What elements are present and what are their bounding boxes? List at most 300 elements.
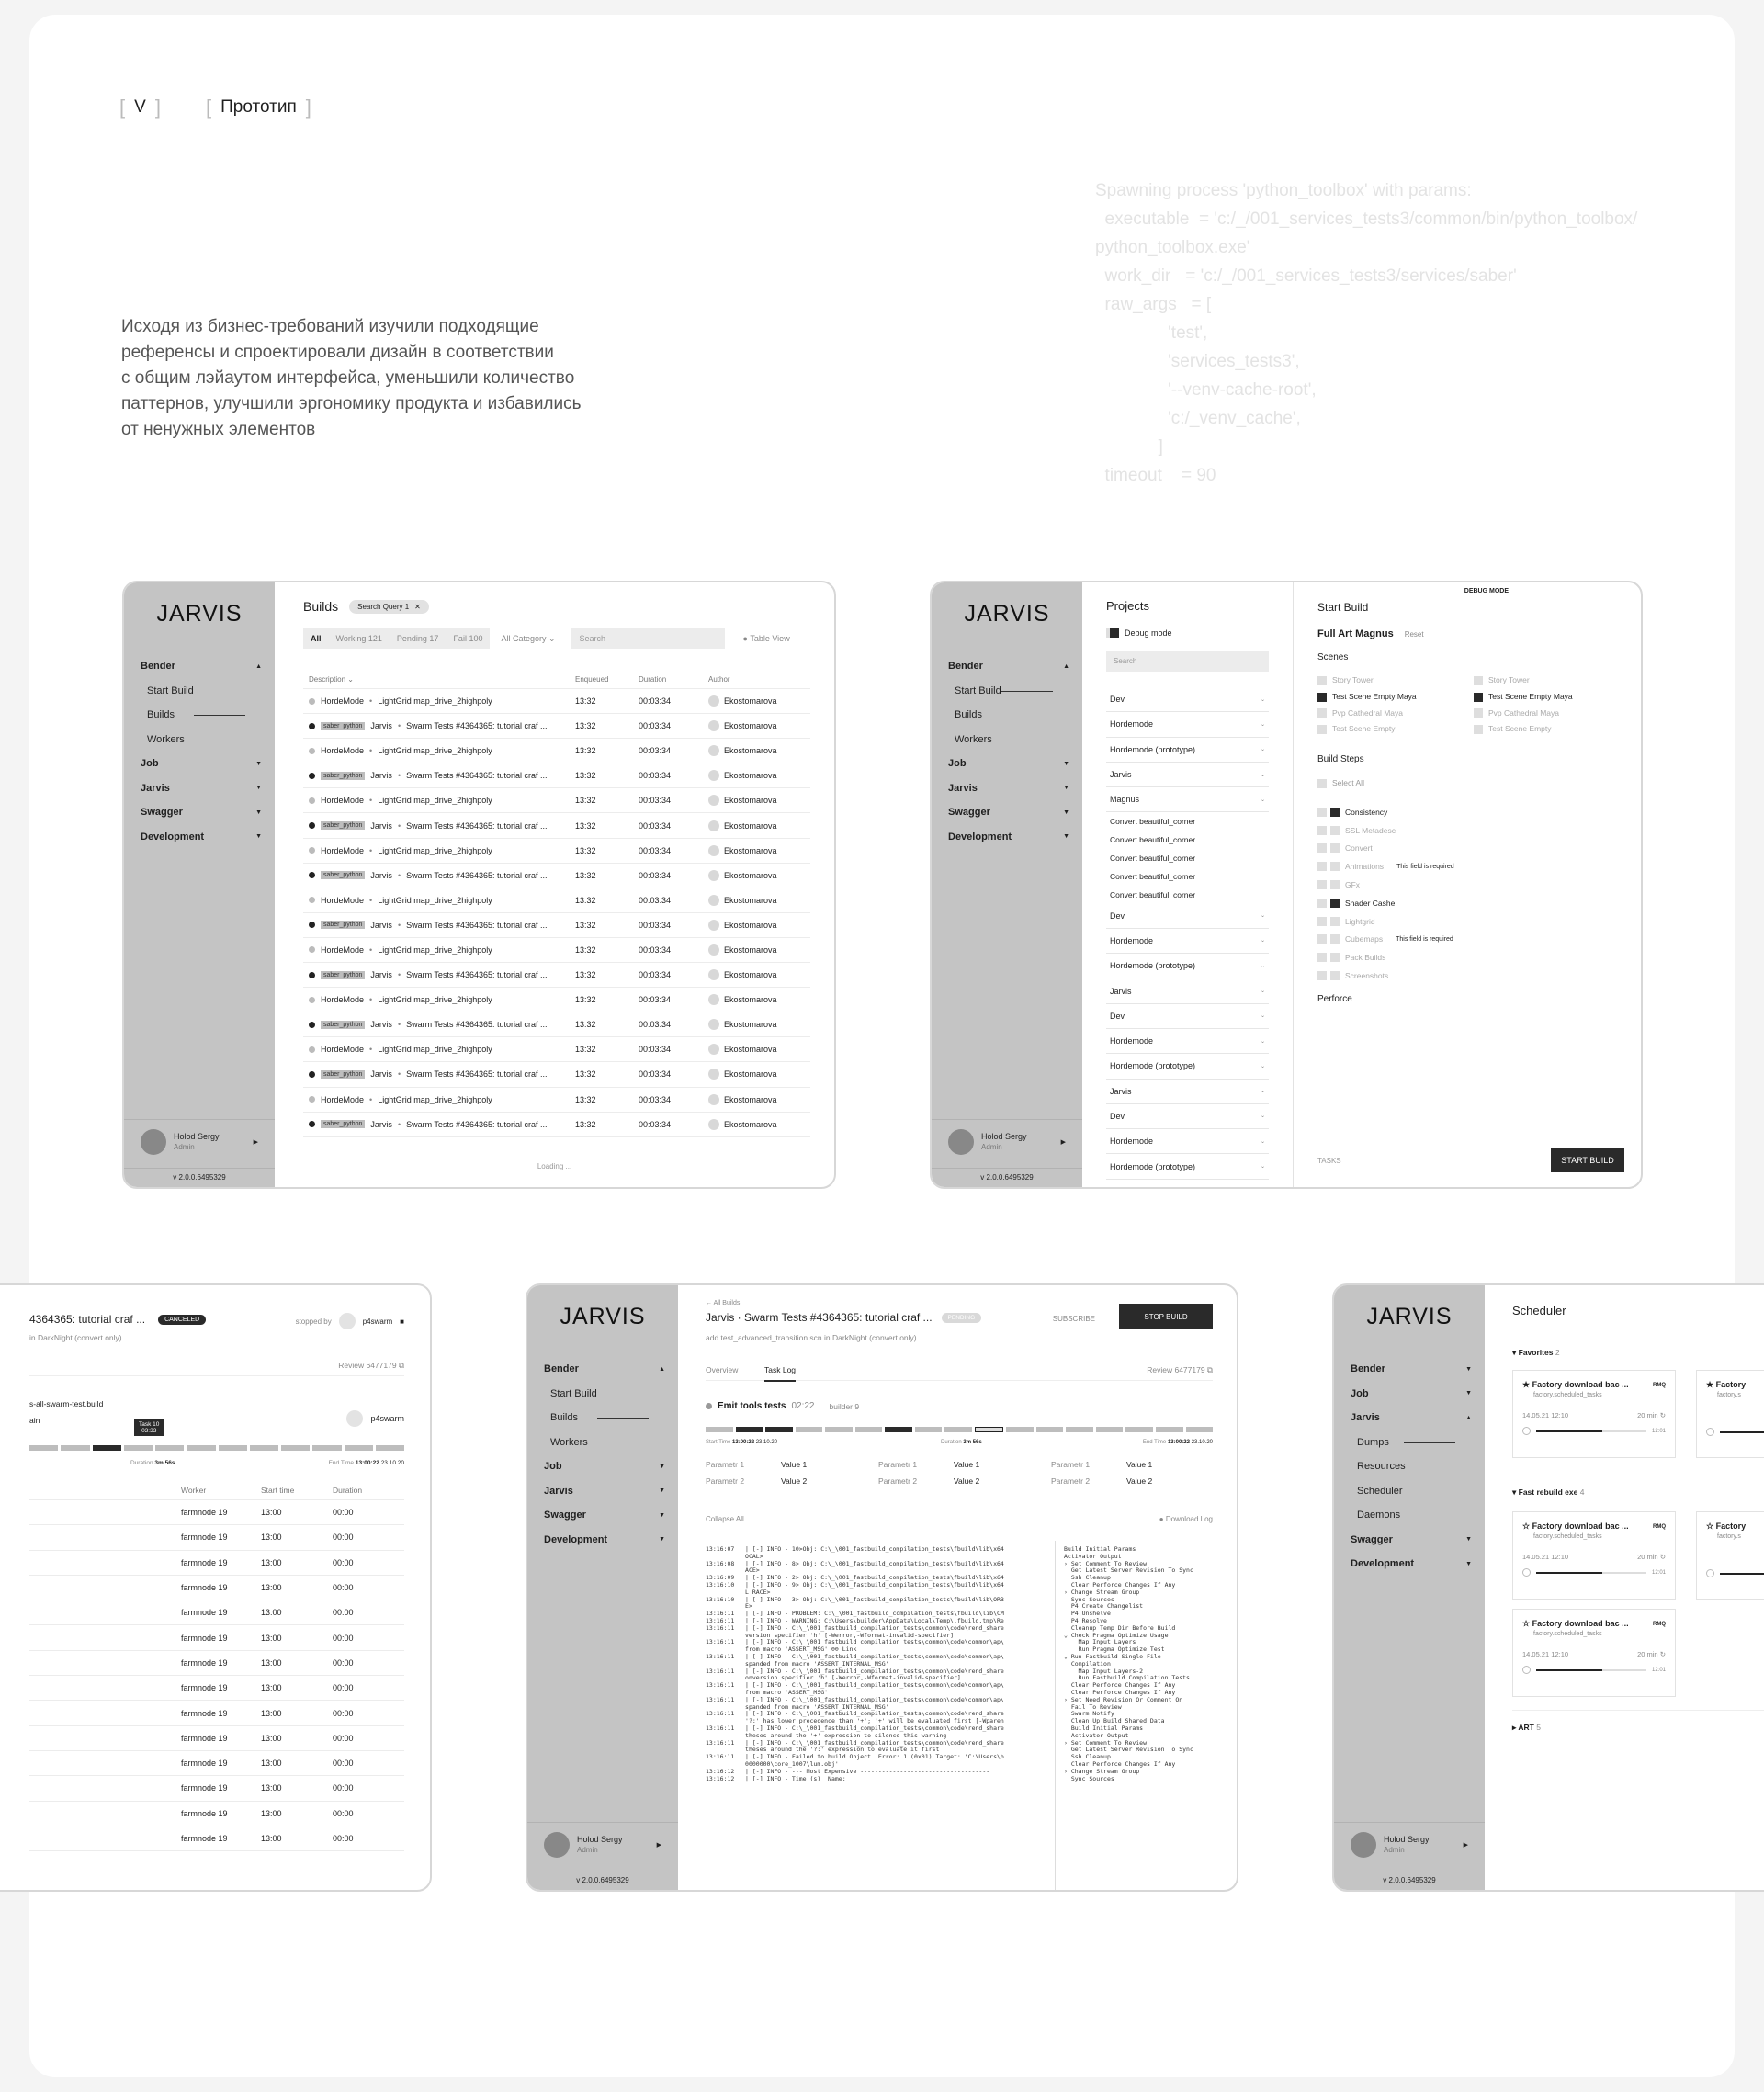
status-dot: [309, 698, 315, 705]
tab-all[interactable]: All: [311, 634, 322, 643]
required-hint: This field is required: [1396, 935, 1453, 943]
nav-workers[interactable]: Workers: [550, 1436, 588, 1448]
scheduler-screen: [1332, 1283, 1764, 1892]
chevron-down-icon: ⌄: [1260, 721, 1265, 728]
project-subitem[interactable]: Convert beautiful_corner: [1110, 871, 1196, 881]
project-name: Full Art Magnus: [1317, 628, 1394, 639]
build-title: Jarvis · Swarm Tests #4364365: tutorial craf ...: [706, 1311, 933, 1324]
project-item[interactable]: Hordemode ⌄: [1106, 929, 1269, 954]
chevron-down-icon: ⌄: [1260, 772, 1265, 778]
nav-development[interactable]: Development ▼: [1351, 1558, 1472, 1570]
param-value: Value 1: [781, 1460, 808, 1469]
avatar: [346, 1410, 363, 1427]
start-build-button[interactable]: START BUILD: [1551, 1148, 1624, 1172]
pause-icon[interactable]: [1706, 1569, 1714, 1577]
chevron-down-icon: ⌄: [1260, 747, 1265, 753]
project-subitem[interactable]: Convert beautiful_corner: [1110, 853, 1196, 863]
chevron-down-icon: ⌄: [1260, 696, 1265, 703]
chevron-down-icon: ▼: [1465, 1390, 1472, 1397]
pause-icon[interactable]: [1706, 1428, 1714, 1436]
chevron-up-icon: ▲: [1465, 1414, 1472, 1421]
build-step-checkbox[interactable]: Lightgrid: [1317, 912, 1454, 931]
avatar: [708, 920, 719, 931]
refresh-icon[interactable]: ↻: [1659, 1411, 1666, 1419]
project-subitem[interactable]: Convert beautiful_corner: [1110, 817, 1196, 827]
avatar: [948, 1129, 974, 1155]
avatar: [708, 944, 719, 956]
tasks-link[interactable]: TASKS: [1317, 1157, 1341, 1165]
nav-development[interactable]: Development ▼: [141, 831, 262, 842]
scheduler-card[interactable]: ☆ Factory download bac ... RMQ factory.scheduled_tasks 14.05.21 12:10 20 min ↻ 12:01: [1512, 1609, 1676, 1697]
tab-pending[interactable]: Pending 17: [396, 634, 439, 643]
project-item[interactable]: Hordemode (prototype) ⌄: [1106, 954, 1269, 978]
nav-jarvis[interactable]: Jarvis ▼: [544, 1485, 665, 1497]
status-dot: [706, 1403, 712, 1409]
table-row[interactable]: HordeMode • LightGrid map_drive_2highpoly 13:32 00:03:34 Ekostomarova: [303, 988, 810, 1012]
scene-checkbox[interactable]: Test Scene Empty: [1317, 724, 1474, 734]
avatar: [708, 1044, 719, 1055]
nav-workers[interactable]: Workers: [147, 733, 185, 745]
avatar: [708, 795, 719, 806]
nav-job[interactable]: Job ▼: [1351, 1387, 1472, 1399]
table-row[interactable]: farmnode 19 13:00 00:00: [29, 1676, 404, 1701]
scheduler-card[interactable]: ★ Factory factory.s: [1696, 1370, 1764, 1458]
project-item[interactable]: Hordemode ⌄: [1106, 1129, 1269, 1154]
nav-workers[interactable]: Workers: [955, 733, 992, 745]
avatar: [708, 770, 719, 781]
subscribe-button[interactable]: SUBSCRIBE: [1052, 1315, 1095, 1323]
status-badge: PENDING: [942, 1313, 982, 1323]
col-duration[interactable]: Duration: [639, 675, 667, 684]
chevron-down-icon: ⌄: [1260, 1089, 1265, 1095]
nav-scheduler[interactable]: Scheduler: [1357, 1485, 1403, 1497]
param-label: Parametr 2: [1051, 1476, 1091, 1486]
param-value: Value 2: [781, 1476, 808, 1486]
chevron-down-icon: ⌄: [1260, 913, 1265, 920]
project-item[interactable]: Hordemode ⌄: [1106, 712, 1269, 737]
build-file: s-all-swarm-test.build: [29, 1399, 104, 1408]
projects-panel: [1082, 582, 1294, 1187]
nav-bender[interactable]: Bender ▼: [1351, 1363, 1472, 1375]
param-label: Parametr 2: [878, 1476, 918, 1486]
table-row[interactable]: farmnode 19 13:00 00:00: [29, 1500, 404, 1525]
scene-checkbox[interactable]: Story Tower: [1317, 675, 1474, 685]
table-row[interactable]: farmnode 19 13:00 00:00: [29, 1600, 404, 1625]
avatar: [708, 870, 719, 881]
task-name: Emit tools tests: [718, 1401, 786, 1411]
task-time: 02:22: [791, 1401, 815, 1411]
refresh-icon[interactable]: ↻: [1659, 1650, 1666, 1658]
avatar: [1351, 1832, 1376, 1858]
page-title: Builds: [303, 599, 339, 614]
table-row[interactable]: HordeMode • LightGrid map_drive_2highpoly 13:32 00:03:34 Ekostomarova: [303, 788, 810, 813]
nav-start-build[interactable]: Start Build: [550, 1387, 597, 1399]
avatar: [339, 1313, 356, 1329]
section-label: [ Прототип ]: [206, 96, 311, 119]
sidebar: [124, 582, 275, 1187]
chevron-down-icon: ▼: [1465, 1536, 1472, 1544]
build-title: 4364365: tutorial craf ...: [29, 1313, 146, 1326]
table-header: [303, 671, 810, 689]
build-step-checkbox[interactable]: Screenshots: [1317, 967, 1454, 985]
chevron-down-icon: ▼: [1063, 760, 1069, 767]
nav-bender[interactable]: Bender ▲: [544, 1363, 665, 1375]
star-icon[interactable]: ★: [1522, 1380, 1531, 1389]
project-item[interactable]: Jarvis ⌄: [1106, 763, 1269, 787]
avatar: [708, 845, 719, 856]
category-select[interactable]: All Category ⌄: [501, 633, 556, 643]
project-item[interactable]: Dev ⌄: [1106, 903, 1269, 928]
status-dot: [309, 972, 315, 978]
avatar: [708, 745, 719, 756]
pause-icon[interactable]: [1522, 1568, 1531, 1577]
nav-job[interactable]: Job ▼: [544, 1461, 665, 1473]
avatar: [544, 1832, 570, 1858]
task-tooltip: Task 10 03:33: [134, 1419, 164, 1436]
back-link[interactable]: ← All Builds: [706, 1300, 741, 1306]
required-hint: This field is required: [1396, 863, 1454, 870]
table-row[interactable]: HordeMode • LightGrid map_drive_2highpoly 13:32 00:03:34 Ekostomarova: [303, 888, 810, 913]
table-row[interactable]: saber_python Jarvis • Swarm Tests #4364365: tutorial craf ... 13:32 00:03:34 Ekostomarova: [303, 864, 810, 888]
sidebar: [527, 1285, 678, 1890]
tab-working[interactable]: Working 121: [335, 634, 382, 643]
project-subitem[interactable]: Convert beautiful_corner: [1110, 835, 1196, 845]
col-enqueued[interactable]: Enqueued: [575, 675, 609, 684]
star-icon[interactable]: ☆: [1522, 1619, 1531, 1628]
tab-fail[interactable]: Fail 100: [453, 634, 483, 643]
scheduler-card[interactable]: ★ Factory download bac ... RMQ factory.scheduled_tasks 14.05.21 12:10 20 min ↻ 12:01: [1512, 1370, 1676, 1458]
version: v 2.0.0.6495329: [527, 1871, 678, 1884]
nav-bender[interactable]: Bender ▲: [141, 661, 262, 673]
nav-builds[interactable]: Builds: [544, 1406, 665, 1430]
scene-checkbox[interactable]: Test Scene Empty: [1474, 724, 1630, 734]
status-dot: [309, 1022, 315, 1028]
chevron-down-icon: ▼: [1465, 1365, 1472, 1373]
project-subitem[interactable]: Convert beautiful_corner: [1110, 889, 1196, 899]
build-step-checkbox[interactable]: Pack Builds: [1317, 948, 1454, 967]
avatar: [708, 1069, 719, 1080]
col-author[interactable]: Author: [708, 675, 730, 684]
chevron-down-icon: ▼: [255, 809, 262, 816]
chevron-up-icon: ▲: [1063, 662, 1069, 670]
status-dot: [309, 847, 315, 854]
duration-value: Duration 3m 56s: [130, 1460, 175, 1466]
status-dot: [309, 1096, 315, 1103]
nav-job[interactable]: Job ▼: [948, 758, 1069, 770]
table-row[interactable]: farmnode 19 13:00 00:00: [29, 1751, 404, 1776]
search-input[interactable]: Search: [571, 628, 725, 649]
table-row[interactable]: farmnode 19 13:00 00:00: [29, 1525, 404, 1550]
avatar: [708, 1019, 719, 1030]
close-icon[interactable]: ✕: [414, 602, 421, 611]
table-row[interactable]: saber_python Jarvis • Swarm Tests #4364365: tutorial craf ... 13:32 00:03:34 Ekostomarova: [303, 714, 810, 739]
pause-icon[interactable]: [1522, 1666, 1531, 1674]
builds-table: [303, 671, 810, 1137]
scene-checkbox[interactable]: Pvp Cathedral Maya: [1474, 708, 1630, 718]
build-step-checkbox[interactable]: Convert: [1317, 840, 1454, 858]
query-chip[interactable]: Search Query 1 ✕: [349, 600, 429, 614]
build-step-checkbox[interactable]: GFx: [1317, 876, 1454, 894]
stopped-by-user: p4swarm: [362, 1317, 393, 1326]
nav-swagger[interactable]: Swagger ▼: [948, 807, 1069, 819]
chevron-down-icon: ▼: [255, 785, 262, 792]
scene-checkbox[interactable]: Pvp Cathedral Maya: [1317, 708, 1474, 718]
table-row[interactable]: farmnode 19 13:00 00:00: [29, 1826, 404, 1851]
steps-label: Build Steps: [1317, 754, 1364, 764]
status-badge: CANCELED: [158, 1315, 206, 1325]
scenes-label: Scenes: [1317, 652, 1349, 662]
scene-checkbox[interactable]: Test Scene Empty Maya: [1474, 692, 1630, 702]
builder-name: builder 9: [829, 1401, 860, 1411]
project-item[interactable]: Jarvis ⌄: [1106, 1080, 1269, 1104]
jarvis-logo: JARVIS: [1366, 1304, 1453, 1329]
timeline[interactable]: [29, 1445, 404, 1453]
sidebar: [1334, 1285, 1485, 1890]
status-dot: [309, 872, 315, 878]
project-item[interactable]: Dev ⌄: [1106, 1004, 1269, 1029]
avatar: [141, 1129, 166, 1155]
status-dot: [309, 897, 315, 903]
jarvis-logo: JARVIS: [560, 1304, 646, 1329]
star-icon[interactable]: ☆: [1522, 1521, 1531, 1531]
table-row[interactable]: saber_python Jarvis • Swarm Tests #4364365: tutorial craf ... 13:32 00:03:34 Ekostomarova: [303, 913, 810, 938]
version: v 2.0.0.6495329: [124, 1168, 275, 1182]
nav-dumps[interactable]: Dumps: [1351, 1430, 1472, 1455]
table-row[interactable]: farmnode 19 13:00 00:00: [29, 1726, 404, 1751]
debug-mode-tag: DEBUG MODE: [1464, 588, 1509, 594]
refresh-icon[interactable]: ↻: [1659, 1553, 1666, 1561]
section-number: [ V ]: [119, 96, 161, 119]
chevron-down-icon: ▼: [255, 833, 262, 841]
chevron-down-icon: ⌄: [1260, 989, 1265, 994]
param-value: Value 1: [1126, 1460, 1153, 1469]
status-dot: [309, 773, 315, 779]
nav-resources[interactable]: Resources: [1357, 1461, 1406, 1473]
reset-link[interactable]: Reset: [1404, 629, 1424, 639]
table-row[interactable]: farmnode 19 13:00 00:00: [29, 1802, 404, 1826]
status-dot: [309, 946, 315, 953]
chevron-down-icon: ⌄: [1260, 938, 1265, 944]
table-row[interactable]: farmnode 19 13:00 00:00: [29, 1776, 404, 1801]
build-subtitle: in DarkNight (convert only): [29, 1333, 122, 1342]
nav-start-build[interactable]: Start Build: [147, 684, 194, 696]
rmq-badge: RMQ: [1653, 1382, 1666, 1388]
table-row[interactable]: HordeMode • LightGrid map_drive_2highpoly 13:32 00:03:34 Ekostomarova: [303, 839, 810, 864]
avatar: [708, 1119, 719, 1130]
table-view-toggle[interactable]: ● Table View: [742, 634, 790, 643]
nav-builds[interactable]: Builds: [955, 709, 982, 721]
task-log-screen: [526, 1283, 1238, 1892]
table-row[interactable]: farmnode 19 13:00 00:00: [29, 1551, 404, 1576]
build-step-checkbox[interactable]: Animations This field is required: [1317, 857, 1454, 876]
status-dot: [309, 723, 315, 729]
table-row[interactable]: saber_python Jarvis • Swarm Tests #4364365: tutorial craf ... 13:32 00:03:34 Ekostomarova: [303, 763, 810, 788]
param-value: Value 2: [1126, 1476, 1153, 1486]
table-row[interactable]: HordeMode • LightGrid map_drive_2highpoly 13:32 00:03:34 Ekostomarova: [303, 938, 810, 963]
table-row[interactable]: saber_python Jarvis • Swarm Tests #4364365: tutorial craf ... 13:32 00:03:34 Ekostomarova: [303, 1113, 810, 1137]
avatar: [708, 994, 719, 1005]
table-row[interactable]: saber_python Jarvis • Swarm Tests #4364365: tutorial craf ... 13:32 00:03:34 Ekostomarova: [303, 1062, 810, 1087]
table-row[interactable]: farmnode 19 13:00 00:00: [29, 1625, 404, 1650]
duration: Duration 3m 56s: [941, 1440, 982, 1445]
chevron-down-icon: ⌄: [1260, 1138, 1265, 1145]
version: v 2.0.0.6495329: [932, 1168, 1082, 1182]
nav-development[interactable]: Development ▼: [544, 1533, 665, 1545]
scene-checkbox[interactable]: Story Tower: [1474, 675, 1630, 685]
build-step-checkbox[interactable]: Cubemaps This field is required: [1317, 931, 1454, 949]
chevron-down-icon: ▼: [1465, 1560, 1472, 1567]
table-row[interactable]: saber_python Jarvis • Swarm Tests #4364365: tutorial craf ... 13:32 00:03:34 Ekostomarova: [303, 813, 810, 838]
rmq-badge: RMQ: [1653, 1523, 1666, 1530]
nav-job[interactable]: Job ▼: [141, 758, 262, 770]
end-time-value: End Time 13:00:22 23.10.20: [328, 1460, 404, 1466]
group-fast-rebuild[interactable]: ▾ Fast rebuild exe 4: [1512, 1487, 1585, 1497]
status-dot: [309, 1071, 315, 1078]
chevron-down-icon: ▼: [1063, 809, 1069, 816]
star-icon[interactable]: ☆: [1706, 1521, 1714, 1531]
param-value: Value 1: [954, 1460, 980, 1469]
branch-label: ain: [29, 1416, 40, 1425]
chevron-down-icon: ▼: [659, 1463, 665, 1470]
group-art[interactable]: ▸ ART 5: [1512, 1723, 1541, 1732]
version: v 2.0.0.6495329: [1334, 1871, 1485, 1884]
comment-icon[interactable]: ■: [400, 1317, 404, 1326]
chevron-down-icon: ⌄: [1260, 1013, 1265, 1020]
scene-checkbox[interactable]: Test Scene Empty Maya: [1317, 692, 1474, 702]
chevron-right-icon: ▶: [656, 1841, 662, 1849]
project-search-input[interactable]: Search: [1106, 651, 1269, 672]
nav-jarvis[interactable]: Jarvis ▲: [1351, 1412, 1472, 1424]
review-link[interactable]: Review 6477179 ⧉: [1147, 1365, 1213, 1374]
scheduler-main: [1485, 1285, 1764, 1890]
author-name: p4swarm: [370, 1414, 404, 1423]
scheduler-card[interactable]: ☆ Factory factory.s: [1696, 1511, 1764, 1600]
chevron-down-icon: ▼: [659, 1487, 665, 1495]
tab-overview[interactable]: Overview: [706, 1365, 739, 1374]
status-dot: [309, 1046, 315, 1053]
build-step-checkbox[interactable]: Consistency: [1317, 803, 1454, 821]
status-dot: [309, 997, 315, 1003]
nav-swagger[interactable]: Swagger ▼: [1351, 1533, 1472, 1545]
chevron-down-icon: ⌄: [1260, 1038, 1265, 1045]
stop-build-button[interactable]: STOP BUILD: [1119, 1304, 1213, 1329]
chevron-down-icon: ⌄: [1260, 1063, 1265, 1069]
table-row[interactable]: saber_python Jarvis • Swarm Tests #4364365: tutorial craf ... 13:32 00:03:34 Ekostomarova: [303, 963, 810, 988]
chevron-down-icon: ⌄: [1260, 797, 1265, 803]
table-row[interactable]: farmnode 19 13:00 00:00: [29, 1576, 404, 1600]
stopped-by-label: stopped by: [295, 1317, 332, 1326]
chevron-down-icon: ⌄: [1260, 1164, 1265, 1170]
project-item[interactable]: Magnus ⌄: [1106, 787, 1269, 812]
group-favorites[interactable]: ▾ Favorites 2: [1512, 1348, 1560, 1357]
tab-task-log[interactable]: Task Log: [764, 1365, 796, 1382]
chevron-down-icon: ▼: [1063, 833, 1069, 841]
avatar: [708, 720, 719, 731]
chevron-right-icon: ▶: [1060, 1138, 1066, 1146]
status-dot: [309, 748, 315, 754]
start-build-title: Start Build: [1317, 601, 1369, 614]
nav-jarvis[interactable]: Jarvis ▼: [948, 782, 1069, 794]
build-steps-tree[interactable]: Build Initial Params Activator Output › Set Comment To Review Get Latest Server Revision To Sync Ssh Cleanup Clear Perforce Changes If Any › Change Stream Group Sync Sources P4 Create Changelist P4 Unshelve P4 Resolve Cleanup Temp Dir Before Build ⌄ Check Pragma Optimize Usage Map Input Layers Run Pragma Optimize Test ⌄ Run Fastbuild Single File Compilation Map Input Layers-2 Run Fastbuild Compilation Tests Clear Perforce Changes If Any Clear Perforce Changes If Any › Set Need Revision Or Comment On Fail To Review Swarm Notify Clean Up Build Shared Data Build Initial Params Activator Output › Set Comment To Review Get Latest Server Revision To Sync Ssh Cleanup Clear Perforce Changes If Any › Change Stream Group Sync Sources: [1064, 1546, 1193, 1782]
start-time: Start Time 13:00:22 23.10.20: [706, 1440, 778, 1445]
download-log[interactable]: ● Download Log: [1159, 1515, 1213, 1523]
status-dot: [309, 922, 315, 928]
select-all[interactable]: Select All: [1317, 778, 1364, 788]
col-description[interactable]: Description ⌄: [309, 675, 354, 684]
nav-swagger[interactable]: Swagger ▼: [544, 1510, 665, 1521]
background-code: Spawning process 'python_toolbox' with params: executable = 'c:/_/001_services_tests3/common/bin/python_toolbox/ python_toolbox.exe' work_dir = 'c:/_/001_services_tests3/services/saber' raw_args = [ 'test', 'services_tests3', '--venv-cache-root', 'c:/_venv_cache', ] timeout = 90: [1095, 181, 1638, 485]
canceled-build-screen: [0, 1283, 432, 1892]
chevron-up-icon: ▲: [659, 1365, 665, 1373]
avatar: [708, 1094, 719, 1105]
build-step-checkbox[interactable]: Shader Cashe: [1317, 894, 1454, 912]
build-subtitle: add test_advanced_transition.scn in DarkNight (convert only): [706, 1333, 917, 1342]
user-panel[interactable]: Holod Sergy Admin ▶: [1334, 1822, 1485, 1866]
table-row[interactable]: farmnode 19 13:00 00:00: [29, 1651, 404, 1676]
chevron-down-icon: ▼: [1063, 785, 1069, 792]
builds-screen: [122, 581, 836, 1189]
nav-development[interactable]: Development ▼: [948, 831, 1069, 842]
project-item[interactable]: Dev ⌄: [1106, 687, 1269, 712]
table-row[interactable]: HordeMode • LightGrid map_drive_2highpoly 13:32 00:03:34 Ekostomarova: [303, 1088, 810, 1113]
user-panel[interactable]: Holod Sergy Admin ▶: [124, 1119, 275, 1163]
user-panel[interactable]: Holod Sergy Admin ▶: [527, 1822, 678, 1866]
start-build-panel: [1294, 582, 1641, 1187]
param-value: Value 2: [954, 1476, 980, 1486]
nav-swagger[interactable]: Swagger ▼: [141, 807, 262, 819]
nav-daemons[interactable]: Daemons: [1357, 1510, 1401, 1521]
project-item[interactable]: Dev ⌄: [1106, 1104, 1269, 1129]
scheduler-card[interactable]: ☆ Factory download bac ... RMQ factory.scheduled_tasks 14.05.21 12:10 20 min ↻ 12:01: [1512, 1511, 1676, 1600]
user-panel[interactable]: Holod Sergy Admin ▶: [932, 1119, 1082, 1163]
loading-text: Loading ...: [537, 1162, 572, 1170]
nav-start-build[interactable]: Start Build: [948, 679, 1069, 704]
end-time: End Time 13:00:22 23.10.20: [1142, 1440, 1213, 1445]
debug-mode-toggle[interactable]: Debug mode: [1106, 628, 1172, 638]
avatar: [708, 895, 719, 906]
project-item[interactable]: Hordemode ⌄: [1106, 1029, 1269, 1054]
table-row[interactable]: HordeMode • LightGrid map_drive_2highpoly 13:32 00:03:34 Ekostomarova: [303, 689, 810, 714]
nav-builds[interactable]: Builds: [141, 703, 262, 728]
avatar: [708, 695, 719, 707]
review-link[interactable]: Review 6477179 ⧉: [338, 1361, 404, 1370]
table-row[interactable]: saber_python Jarvis • Swarm Tests #4364365: tutorial craf ... 13:32 00:03:34 Ekostomarova: [303, 1012, 810, 1037]
builds-main: [275, 582, 834, 1187]
chevron-up-icon: ▲: [255, 662, 262, 670]
project-item[interactable]: Jarvis ⌄: [1106, 978, 1269, 1003]
build-step-checkbox[interactable]: SSL Metadesc: [1317, 821, 1454, 840]
collapse-all[interactable]: Collapse All: [706, 1515, 744, 1523]
project-item[interactable]: Hordemode (prototype) ⌄: [1106, 1154, 1269, 1179]
pause-icon[interactable]: [1522, 1427, 1531, 1435]
project-item[interactable]: Hordemode (prototype) ⌄: [1106, 1054, 1269, 1079]
task-timeline[interactable]: [706, 1427, 1213, 1434]
table-row[interactable]: HordeMode • LightGrid map_drive_2highpoly 13:32 00:03:34 Ekostomarova: [303, 1037, 810, 1062]
jarvis-logo: JARVIS: [156, 601, 243, 627]
scheduler-title: Scheduler: [1512, 1304, 1566, 1317]
nav-bender[interactable]: Bender ▲: [948, 661, 1069, 673]
status-dot: [309, 797, 315, 804]
avatar: [708, 969, 719, 980]
chevron-down-icon: ⌄: [1260, 1114, 1265, 1120]
nav-jarvis[interactable]: Jarvis ▼: [141, 782, 262, 794]
task-log-main: [678, 1285, 1237, 1890]
table-row[interactable]: farmnode 19 13:00 00:00: [29, 1701, 404, 1725]
avatar: [708, 820, 719, 831]
project-item[interactable]: Hordemode (prototype) ⌄: [1106, 738, 1269, 763]
star-icon[interactable]: ★: [1706, 1380, 1714, 1389]
table-row[interactable]: HordeMode • LightGrid map_drive_2highpoly 13:32 00:03:34 Ekostomarova: [303, 739, 810, 763]
